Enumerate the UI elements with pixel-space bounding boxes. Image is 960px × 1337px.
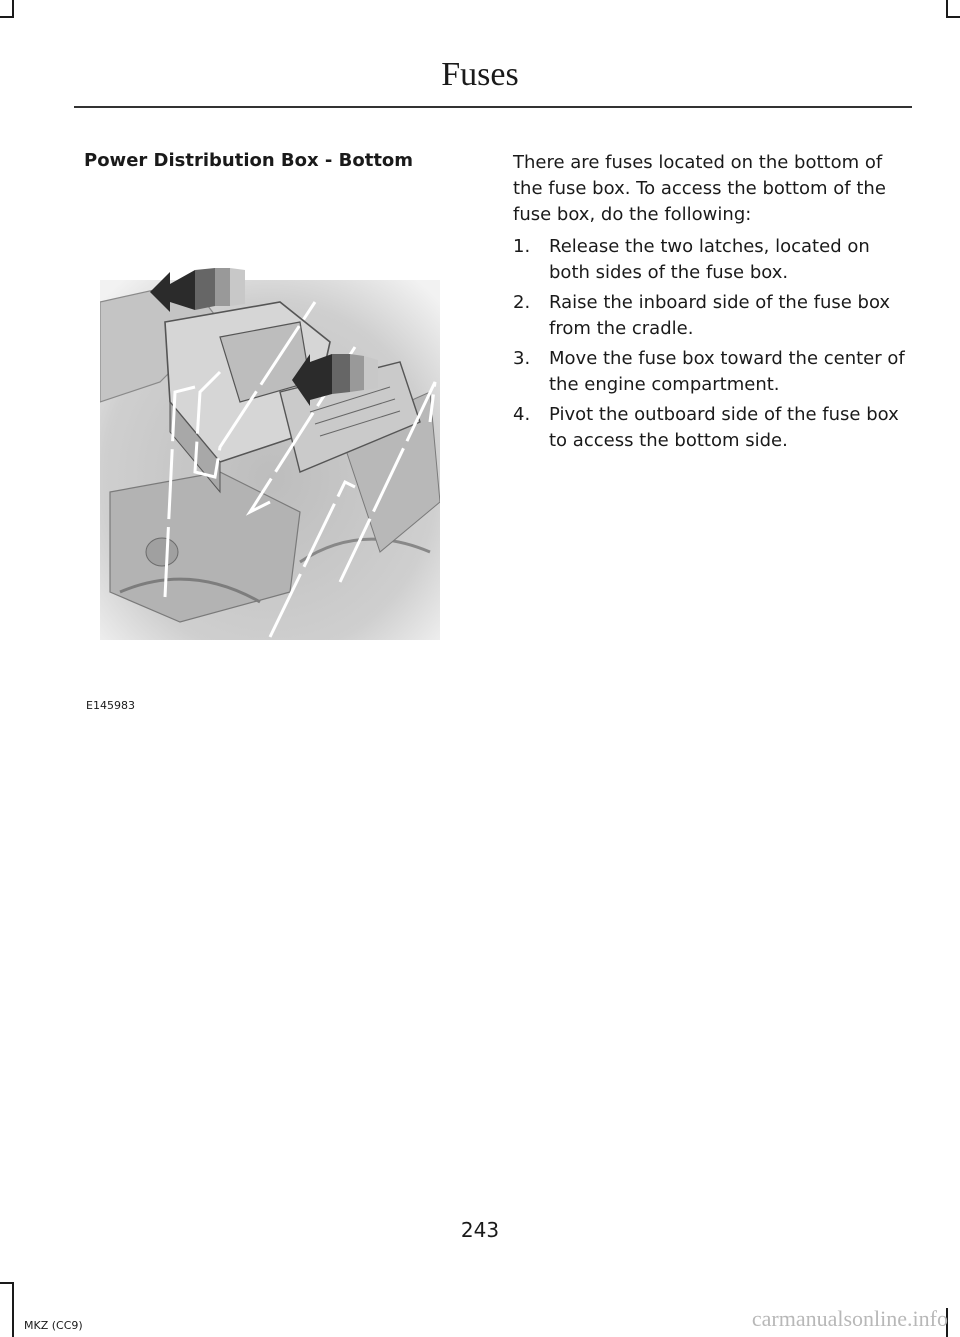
- header-divider: [74, 106, 912, 108]
- crop-mark: [12, 1282, 14, 1337]
- figure-code: E145983: [86, 699, 135, 712]
- fuse-box-illustration: [100, 262, 440, 640]
- step-number: 1.: [513, 236, 531, 257]
- model-code: MKZ (CC9): [24, 1319, 83, 1332]
- instruction-list: [513, 234, 908, 458]
- page-title: Fuses: [441, 56, 519, 93]
- crop-mark: [0, 16, 14, 18]
- list-item: [513, 346, 908, 398]
- step-number: 3.: [513, 348, 531, 369]
- page-number: 243: [460, 1218, 500, 1242]
- section-heading: Power Distribution Box - Bottom: [84, 150, 414, 171]
- step-text: Release the two latches, located on both sides of the fuse box.: [549, 236, 870, 283]
- step-number: 2.: [513, 292, 531, 313]
- intro-paragraph: There are fuses located on the bottom of the fuse box. To access the bottom of the fuse box, do the following:: [513, 152, 886, 225]
- list-item: [513, 234, 908, 286]
- step-text: Raise the inboard side of the fuse box from the cradle.: [549, 292, 891, 339]
- crop-mark: [0, 1282, 14, 1284]
- step-number: 4.: [513, 404, 531, 425]
- step-text: Move the fuse box toward the center of the engine compartment.: [549, 348, 905, 395]
- list-item: [513, 402, 908, 454]
- list-item: [513, 290, 908, 342]
- step-text: Pivot the outboard side of the fuse box to access the bottom side.: [549, 404, 899, 451]
- crop-mark: [946, 16, 960, 18]
- watermark: carmanualsonline.info: [751, 1306, 948, 1331]
